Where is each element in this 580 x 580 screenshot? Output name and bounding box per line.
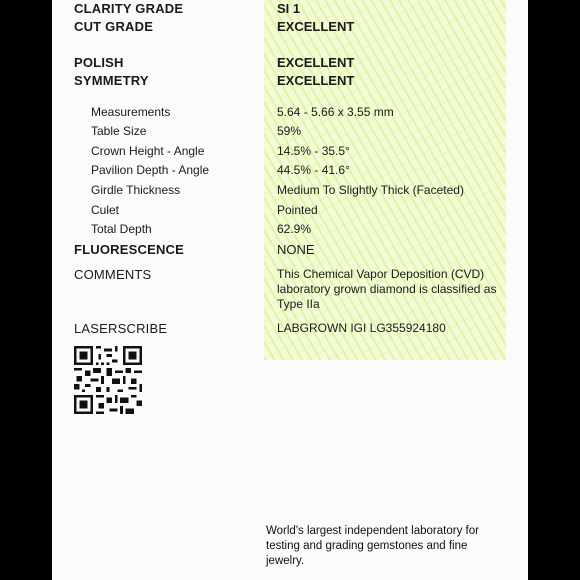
- grading-report-page: [52, 0, 528, 580]
- qr-code-icon[interactable]: [74, 346, 142, 414]
- pavilion-depth-value: 44.5% - 41.6°: [277, 163, 350, 177]
- total-depth-label: Total Depth: [91, 222, 152, 236]
- table-size-label: Table Size: [91, 124, 147, 138]
- crown-height-value: 14.5% - 35.5°: [277, 144, 350, 158]
- footer-tagline: World's largest independent laboratory for testing and grading gemstones and fine jewelry.: [266, 525, 479, 567]
- girdle-thickness-label: Girdle Thickness: [91, 183, 181, 197]
- polish-value: EXCELLENT: [277, 55, 355, 70]
- measurements-value: 5.64 - 5.66 x 3.55 mm: [277, 105, 394, 119]
- fluorescence-label: FLUORESCENCE: [74, 242, 185, 257]
- polish-label: POLISH: [74, 55, 124, 70]
- culet-label: Culet: [91, 203, 120, 217]
- cut-grade-label: CUT GRADE: [74, 19, 154, 34]
- clarity-grade-value: SI 1: [277, 1, 301, 16]
- laserscribe-label: LASERSCRIBE: [74, 321, 168, 336]
- cut-grade-value: EXCELLENT: [277, 19, 355, 34]
- culet-value: Pointed: [277, 203, 318, 217]
- symmetry-label: SYMMETRY: [74, 73, 149, 88]
- comments-value: This Chemical Vapor Deposition (CVD) laboratory grown diamond is classified as Type IIa: [277, 267, 497, 311]
- clarity-grade-label: CLARITY GRADE: [74, 1, 184, 16]
- pavilion-depth-label: Pavilion Depth - Angle: [91, 163, 210, 177]
- measurements-label: Measurements: [91, 105, 171, 119]
- crown-height-label: Crown Height - Angle: [91, 144, 205, 158]
- laserscribe-value: LABGROWN IGI LG355924180: [277, 321, 446, 335]
- total-depth-value: 62.9%: [277, 222, 312, 236]
- table-size-value: 59%: [277, 124, 302, 138]
- girdle-thickness-value: Medium To Slightly Thick (Faceted): [277, 183, 464, 197]
- fluorescence-value: NONE: [277, 242, 315, 257]
- symmetry-value: EXCELLENT: [277, 73, 355, 88]
- comments-label: COMMENTS: [74, 267, 152, 282]
